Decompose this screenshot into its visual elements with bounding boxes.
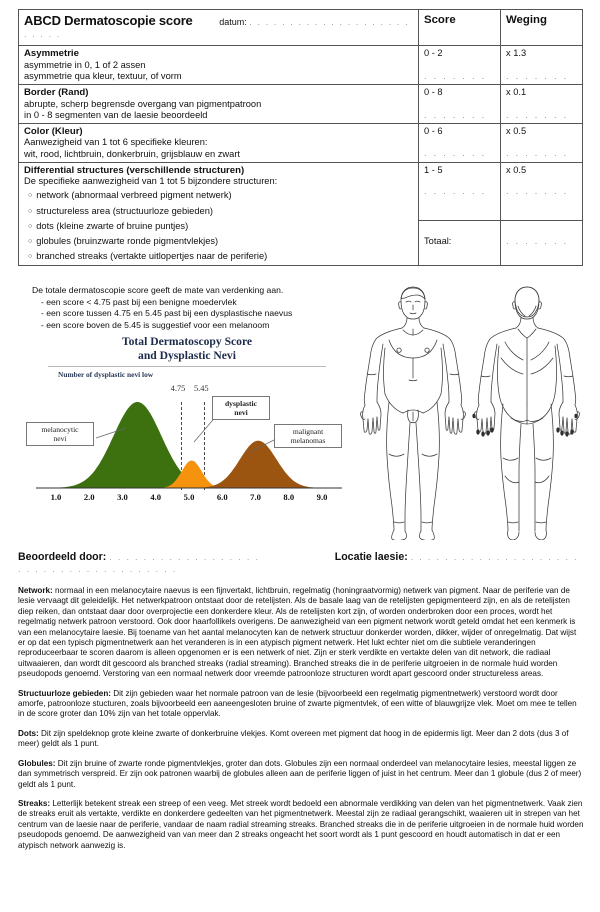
page-title: ABCD Dermatoscopie score (24, 13, 193, 28)
criterion-border (19, 84, 419, 123)
score-range: 0 - 6 (424, 125, 443, 136)
score-cell-color (419, 123, 501, 162)
score-note-dysplastic: - een score tussen 4.75 en 5.45 past bij een dysplastische naevus (41, 308, 293, 318)
callout-melanocytic-nevi (26, 422, 94, 446)
weging-column-header (501, 10, 583, 46)
body-anterior (361, 287, 466, 540)
score-header-label: Score (424, 14, 456, 26)
score-note-intro: De totale dermatoscopie score geeft de mate van verdenking aan. (32, 285, 284, 295)
criterion-title: Asymmetrie (24, 48, 79, 60)
paragraph-network (18, 586, 584, 680)
structure-option-structureless-area[interactable]: ○ structureless area (structuurloze gebieden) (28, 206, 413, 219)
x-tick-1.0: 1.0 (50, 492, 62, 502)
weging-input-line[interactable]: . . . . . . . (506, 186, 569, 197)
total-input-line[interactable]: . . . . . . . (506, 236, 569, 247)
structure-option-network[interactable]: ○ network (abnormaal verbreed pigment netwerk) (28, 190, 413, 203)
x-tick-5.0: 5.0 (183, 492, 195, 502)
weging-cell-differential (501, 162, 583, 221)
fingernails (472, 414, 577, 437)
score-cell-differential (419, 162, 501, 221)
paragraph-streaks (18, 799, 584, 851)
total-label: Totaal: (424, 236, 452, 247)
score-note-melanoma: - een score boven de 5.45 is suggestief voor een melanoom (41, 319, 270, 330)
paragraph-body: Letterlijk betekent streak een streep of een veeg. Met streek wordt bedoeld een abnormale verdikking van delen van het pigmentnetwerk. Vaak zien de streaks eruit als vertakte, verdikte en donkerdere gedeelten van het pigmentnetwerk. Meestal zijn ze radiaal gerangschikt, waaieren uit in strepen van het centrum van de laesie naar de periferie, vandaar de naam radial streaming streaks. Branched streaks die in de periferie uitgroeien in de normale huid worden pseudopods genoemd. De aanwezigheid van van meer dan 2 streaks ongeacht het soort wordt als 1 punt gescoord en houdt automatisch in dat er een atypisch network aanwezig is. (18, 798, 584, 850)
criterion-line: asymmetrie in 0, 1 of 2 assen (24, 59, 146, 70)
weging-input-line[interactable]: . . . . . . . (506, 109, 569, 120)
criterion-line: abrupte, scherp begrensde overgang van pigmentpatroon (24, 98, 262, 109)
table-row (19, 84, 583, 123)
weging-input-line[interactable]: . . . . . . . (506, 70, 569, 81)
callout-dysplastic-nevi (212, 396, 270, 420)
x-tick-8.0: 8.0 (283, 492, 295, 502)
table-row (19, 46, 583, 85)
weging-cell-border (501, 84, 583, 123)
callout-line1: melanocytic (41, 425, 79, 434)
weging-input-line[interactable]: . . . . . . . (506, 148, 569, 159)
paragraph-label: Globules: (18, 758, 56, 768)
callout-line1: dysplastic (224, 399, 258, 408)
criterion-line: De specifieke aanwezigheid van 1 tot 5 bijzondere structuren: (24, 176, 278, 187)
criterion-line: in 0 - 8 segmenten van de laesie beoordeeld (24, 110, 208, 121)
score-interpretation-note (32, 285, 362, 331)
criterion-line: wit, rood, lichtbruin, donkerbruin, grijsblauw en zwart (24, 148, 240, 159)
criterion-differential-structures (19, 162, 419, 265)
total-label-cell (419, 221, 501, 266)
threshold-label-475: 4.75 (170, 384, 186, 393)
assessor-input-line[interactable]: . . . . . . . . . . . . . . . . . . (109, 552, 260, 562)
paragraph-dots (18, 729, 584, 750)
dermatoscopy-score-chart (22, 335, 352, 530)
x-tick-7.0: 7.0 (250, 492, 261, 502)
criterion-asymmetrie (19, 46, 419, 85)
chart-divider (48, 366, 326, 367)
table-row (19, 123, 583, 162)
x-tick-2.0: 2.0 (83, 492, 95, 502)
chart-plot-area (22, 380, 352, 508)
score-note-benign: - een score < 4.75 past bij een benigne moedervlek (41, 296, 237, 307)
score-range: 0 - 8 (424, 86, 443, 97)
weging-cell-color (501, 123, 583, 162)
paragraph-body: normaal in een melanocytaire naevus is een fijnvertakt, lichtbruin, regelmatig (honingraatvormig) netwerk van pigment. Naar de periferie van de lesie vervaagt dit geleidelijk. Het netwerkpatroon ontstaat door de retelijsten. Als de basale laag van de retelijsten gepigmenteerd zijn, en als de retelijsten diep reiken, dan ontstaat daar door overprojectie een donkerdere kleur. Als de retelijsten kort zijn, of worden onderbroken door een proces, wordt het regelmatig netwerk patroon verstoord. Ook door haarfollikels overigens. De aanwezigheid van een pigment network wordt geteld omdat het een kenmerk is van een melanocytaire laesie. Bij toename van het aantal melanocyten kan de netwerk structuur donkerder worden, dikker, wijder of onregelmatig. Dat wijst er op dat een typisch pigmentnetwerk aan het veranderen is in een atypisch pigment netwerk. Het lukt echter niet om die subtiele veranderingen reproduceerbaar te scoren daarom is alleen opgenomen er is een netwerk of niet. Zijn er sterk verdikte en vertakte delen van dit network, die radiaal uitwaaieren, dan wordt dit gescoord als branched streaks (radial streaming). Branched streaks die in de periferie uitgroeien in de normale huid worden pseudopods genoemd. Verstoring van een normaal netwerk door vreemde patroonloze structuren wordt apart gescoord onder structureless areas. (18, 586, 577, 679)
paragraph-body: Dit zijn speldeknop grote kleine zwarte of donkerbruine vlekjes. Komt overeen met pigment dat hoog in de epidermis ligt. Meer dan 2 dots (dus 3 of meer) geldt als 1 punt. (18, 728, 569, 749)
x-tick-9.0: 9.0 (316, 492, 328, 502)
callout-line2: nevi (234, 408, 248, 417)
score-input-line[interactable]: . . . . . . . (424, 109, 487, 120)
location-label: Locatie laesie: (334, 551, 408, 563)
x-tick-4.0: 4.0 (150, 492, 162, 502)
score-column-header (419, 10, 501, 46)
table-header-row (19, 10, 583, 46)
score-cell-asymmetrie (419, 46, 501, 85)
weging-value: x 1.3 (506, 48, 527, 59)
x-tick-6.0: 6.0 (216, 492, 228, 502)
score-input-line[interactable]: . . . . . . . (424, 186, 487, 197)
score-input-line[interactable]: . . . . . . . (424, 148, 487, 159)
weging-value: x 0.5 (506, 125, 527, 136)
weging-value: x 0.1 (506, 86, 527, 97)
chart-x-axis-ticks (22, 492, 352, 508)
chart-title-line1: Total Dermatoscopy Score (121, 335, 253, 348)
score-cell-border (419, 84, 501, 123)
criterion-line: asymmetrie qua kleur, textuur, of vorm (24, 71, 182, 82)
location-input-line[interactable]: . . . . . . . . . . . . . . . . . . . . . . . . . . . . . . . . . . . . . . . (18, 552, 579, 574)
form-title-cell (19, 10, 419, 46)
weging-cell-asymmetrie (501, 46, 583, 85)
score-range: 0 - 2 (424, 48, 443, 59)
criterion-line: Aanwezigheid van 1 tot 6 specifieke kleuren: (24, 137, 208, 148)
paragraph-label: Dots: (18, 728, 39, 738)
body-maps-svg (355, 282, 589, 540)
weging-header-label: Weging (506, 14, 547, 26)
paragraph-body: Dit zijn gebieden waar het normale patroon van de lesie (bijvoorbeeld een regelmatig pigmentnetwerk) verstoord wordt door amorfe, patroonloze stucturen, zoals bijvoorbeeld een aaneengesloten bruine of zwarte pigmentvlek, of een witte of blauwgrijze vlek. Moet om mee te tellen in de score groter dan 10% zijn van het totale oppervlak. (18, 688, 577, 719)
structure-option-globules[interactable]: ○ globules (bruinzwarte ronde pigmentvlekjes) (28, 236, 413, 249)
criterion-title: Differential structures (verschillende structuren) (24, 164, 245, 176)
paragraph-body: Dit zijn bruine of zwarte ronde pigmentvlekjes, groter dan dots. Globules zijn een normaal onderdeel van melanocytaire lesies, meestal liggen ze dan symmetrisch verspreid. Er zijn ook patronen waarbij de globules alleen aan de periferie liggen of juist in het centrum. Meer dan 1 globule (dus 2 of meer) geldt als 1 punt. (18, 758, 582, 789)
paragraph-label: Network: (18, 586, 53, 595)
total-value-cell (501, 221, 583, 266)
callout-line2: melanomas (290, 436, 326, 445)
score-input-line[interactable]: . . . . . . . (424, 70, 487, 81)
abcd-score-table (18, 9, 583, 266)
assessment-signature-row (18, 551, 582, 575)
paragraph-label: Streaks: (18, 798, 51, 808)
datum-label: datum: (219, 17, 247, 27)
weging-value: x 0.5 (506, 164, 527, 175)
table-row (19, 162, 583, 221)
structure-option-branched-streaks[interactable]: ○ branched streaks (vertakte uitlopertjes naar de periferie) (28, 251, 413, 264)
score-range: 1 - 5 (424, 164, 443, 175)
x-tick-3.0: 3.0 (117, 492, 128, 502)
callout-line1: malignant (292, 427, 324, 436)
structure-option-dots[interactable]: ○ dots (kleine zwarte of bruine puntjes) (28, 221, 413, 234)
callout-line2: nevi (53, 434, 67, 443)
explanatory-text (18, 586, 584, 860)
chart-axis-caption: Number of dysplastic nevi low (58, 370, 154, 379)
paragraph-label: Structuurloze gebieden: (18, 688, 111, 698)
chart-title-line2: and Dysplastic Nevi (138, 348, 236, 362)
threshold-label-545: 5.45 (193, 384, 209, 393)
callout-malignant-melanomas (274, 424, 342, 448)
paragraph-globules (18, 759, 584, 790)
criterion-title: Border (Rand) (24, 86, 89, 98)
criterion-title: Color (Kleur) (24, 125, 83, 137)
datum-input-line[interactable]: . . . . . . . . . . . . . . . . . . . . . . . . . (24, 17, 410, 39)
chart-title (22, 335, 352, 362)
assessor-label: Beoordeeld door: (18, 551, 107, 563)
body-diagram-pair (355, 282, 589, 540)
paragraph-structuurloze-gebieden (18, 689, 584, 720)
criterion-color (19, 123, 419, 162)
body-posterior (475, 287, 580, 540)
